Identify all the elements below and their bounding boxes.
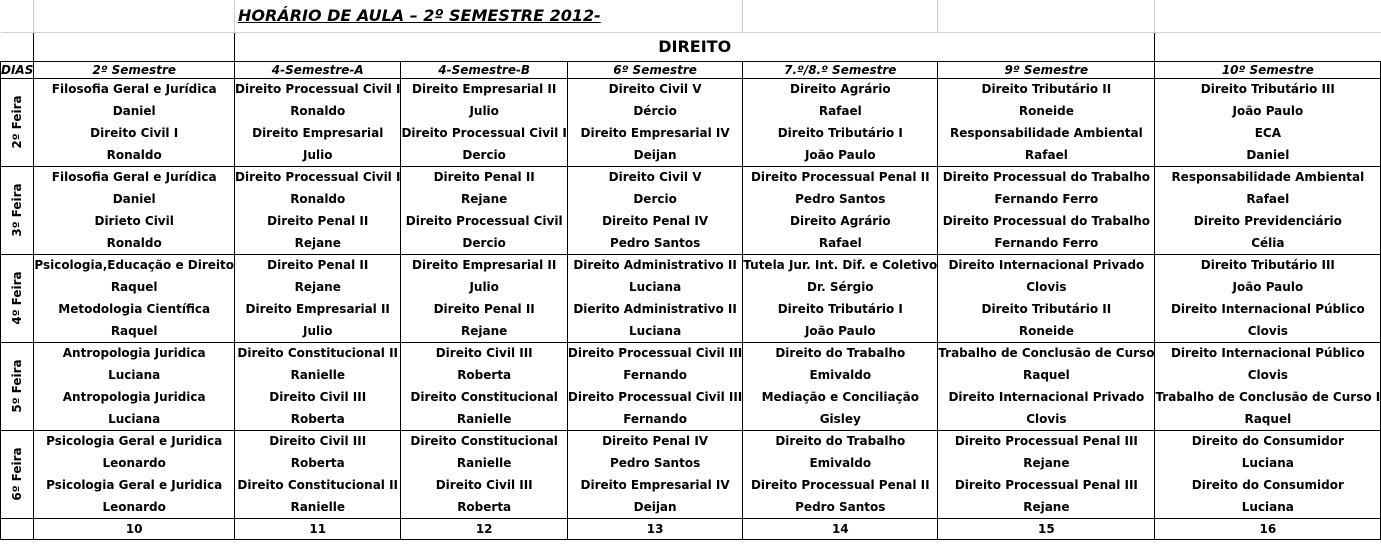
teacher-cell: Dr. Sérgio bbox=[743, 276, 938, 298]
subject-cell: Dierito Administrativo II bbox=[567, 298, 742, 320]
subject-cell: Direito Internacional Privado bbox=[938, 386, 1155, 408]
subject-cell: Direito Agrário bbox=[743, 210, 938, 232]
subject-cell: Direito Administrativo II bbox=[567, 254, 742, 276]
teacher-cell: Rafael bbox=[1155, 188, 1381, 210]
teacher-cell: Rejane bbox=[401, 320, 567, 342]
teacher-cell: Roberta bbox=[235, 452, 401, 474]
teacher-cell: Rejane bbox=[401, 188, 567, 210]
subject-cell: Direito Empresarial IV bbox=[567, 122, 742, 144]
subject-cell: Direito Civil III bbox=[235, 386, 401, 408]
subject-cell: Direito Processual do Trabalho bbox=[938, 210, 1155, 232]
subject-cell: Direito Tributário II bbox=[938, 78, 1155, 100]
schedule-row bbox=[1, 386, 1381, 408]
teacher-cell: Julio bbox=[401, 100, 567, 122]
schedule-row bbox=[1, 78, 1381, 100]
teacher-cell: Luciana bbox=[1155, 452, 1381, 474]
subject-cell: Trabalho de Conclusão de Curso bbox=[938, 342, 1155, 364]
column-number: 14 bbox=[743, 518, 938, 539]
subject-cell: Direito Internacional Público bbox=[1155, 298, 1381, 320]
subject-cell: Direito Empresarial II bbox=[401, 78, 567, 100]
subject-cell: Direito Tributário III bbox=[1155, 78, 1381, 100]
subject-cell: Direito Constitucional bbox=[401, 386, 567, 408]
subject-cell: Direito Penal II bbox=[401, 298, 567, 320]
teacher-cell: Roberta bbox=[401, 496, 567, 518]
schedule-row bbox=[1, 452, 1381, 474]
teacher-cell: Roberta bbox=[235, 408, 401, 430]
column-header: 2º Semestre bbox=[34, 61, 235, 78]
schedule-row bbox=[1, 232, 1381, 254]
schedule-row bbox=[1, 496, 1381, 518]
subject-cell: Direito Processual do Trabalho bbox=[938, 166, 1155, 188]
teacher-cell: Emivaldo bbox=[743, 364, 938, 386]
teacher-cell: Célia bbox=[1155, 232, 1381, 254]
teacher-cell: Julio bbox=[235, 320, 401, 342]
subject-cell: Antropologia Juridica bbox=[34, 342, 235, 364]
teacher-cell: Daniel bbox=[34, 188, 235, 210]
column-header: 9º Semestre bbox=[938, 61, 1155, 78]
teacher-cell: João Paulo bbox=[1155, 100, 1381, 122]
subject-cell: Direito Empresarial II bbox=[235, 298, 401, 320]
teacher-cell: Ranielle bbox=[401, 408, 567, 430]
subject-cell: Direito Civil III bbox=[235, 430, 401, 452]
schedule-row bbox=[1, 298, 1381, 320]
column-number: 12 bbox=[401, 518, 567, 539]
teacher-cell: Daniel bbox=[1155, 144, 1381, 166]
teacher-cell: Pedro Santos bbox=[567, 232, 742, 254]
subject-cell: Responsabilidade Ambiental bbox=[938, 122, 1155, 144]
subject-cell: Tutela Jur. Int. Dif. e Coletivo bbox=[743, 254, 938, 276]
day-label bbox=[1, 78, 34, 166]
teacher-cell: Luciana bbox=[567, 276, 742, 298]
subject-cell: Direito Processual Civil I bbox=[235, 78, 401, 100]
teacher-cell: Deijan bbox=[567, 496, 742, 518]
teacher-cell: Julio bbox=[235, 144, 401, 166]
day-label-text: 6º Feira bbox=[10, 447, 25, 501]
subject-cell: Direito Penal IV bbox=[567, 210, 742, 232]
day-label bbox=[1, 430, 34, 518]
subject-cell: Direito Processual Civil III bbox=[567, 342, 742, 364]
subject-cell: Psicologia Geral e Juridica bbox=[34, 430, 235, 452]
teacher-cell: Rejane bbox=[235, 232, 401, 254]
teacher-cell: João Paulo bbox=[743, 320, 938, 342]
subject-cell: Direito Processual Civil I bbox=[401, 122, 567, 144]
subject-cell: Direito Processual Civil bbox=[401, 210, 567, 232]
subject-cell: Direito Constitucional bbox=[401, 430, 567, 452]
subject-cell: Direito Empresarial II bbox=[401, 254, 567, 276]
subject-cell: Direito Processual Civil I bbox=[235, 166, 401, 188]
teacher-cell: Fernando Ferro bbox=[938, 188, 1155, 210]
subject-cell: ECA bbox=[1155, 122, 1381, 144]
subject-cell: Direito Tributário I bbox=[743, 298, 938, 320]
teacher-cell: Ronaldo bbox=[34, 232, 235, 254]
schedule-row bbox=[1, 320, 1381, 342]
teacher-cell: Raquel bbox=[1155, 408, 1381, 430]
teacher-cell: Emivaldo bbox=[743, 452, 938, 474]
teacher-cell: Ranielle bbox=[235, 496, 401, 518]
teacher-cell: Leonardo bbox=[34, 496, 235, 518]
teacher-cell: Pedro Santos bbox=[743, 188, 938, 210]
teacher-cell: Fernando Ferro bbox=[938, 232, 1155, 254]
schedule-row bbox=[1, 210, 1381, 232]
schedule-row bbox=[1, 364, 1381, 386]
subject-cell: Direito Processual Penal III bbox=[938, 474, 1155, 496]
subject-cell: Direito Constitucional II bbox=[235, 342, 401, 364]
teacher-cell: Luciana bbox=[1155, 496, 1381, 518]
teacher-cell: Clovis bbox=[1155, 320, 1381, 342]
column-header: 10º Semestre bbox=[1155, 61, 1381, 78]
subject-cell: Antropologia Juridica bbox=[34, 386, 235, 408]
teacher-cell: Dercio bbox=[401, 144, 567, 166]
subject-cell: Direito Processual Penal II bbox=[743, 166, 938, 188]
column-header: 7.º/8.º Semestre bbox=[743, 61, 938, 78]
schedule-row bbox=[1, 188, 1381, 210]
teacher-cell: Fernando bbox=[567, 364, 742, 386]
subject-cell: Direito Penal II bbox=[235, 210, 401, 232]
teacher-cell: Rejane bbox=[938, 452, 1155, 474]
teacher-cell: Roneide bbox=[938, 320, 1155, 342]
teacher-cell: Rafael bbox=[938, 144, 1155, 166]
teacher-cell: Clovis bbox=[938, 408, 1155, 430]
teacher-cell: João Paulo bbox=[743, 144, 938, 166]
subject-cell: Direito Processual Penal III bbox=[938, 430, 1155, 452]
subject-cell: Dirieto Civil bbox=[34, 210, 235, 232]
teacher-cell: Ranielle bbox=[235, 364, 401, 386]
subject-cell: Direito do Trabalho bbox=[743, 342, 938, 364]
subject-cell: Metodologia Científica bbox=[34, 298, 235, 320]
teacher-cell: Dércio bbox=[567, 100, 742, 122]
day-label-text: 2º Feira bbox=[10, 95, 25, 149]
subject-cell: Filosofia Geral e Jurídica bbox=[34, 166, 235, 188]
subject-cell: Direito do Consumidor bbox=[1155, 474, 1381, 496]
subject-cell: Direito Civil V bbox=[567, 78, 742, 100]
schedule-row bbox=[1, 122, 1381, 144]
teacher-cell: Ronaldo bbox=[34, 144, 235, 166]
totals-row bbox=[1, 518, 1381, 539]
column-header-row bbox=[1, 61, 1381, 78]
day-label-text: 5º Feira bbox=[10, 359, 25, 413]
subject-cell: Psicologia,Educação e Direito bbox=[34, 254, 235, 276]
column-number: 15 bbox=[938, 518, 1155, 539]
teacher-cell: Luciana bbox=[34, 408, 235, 430]
schedule-row bbox=[1, 408, 1381, 430]
schedule-row bbox=[1, 100, 1381, 122]
teacher-cell: Raquel bbox=[938, 364, 1155, 386]
column-number: 10 bbox=[34, 518, 235, 539]
subject-cell: Direito Civil III bbox=[401, 474, 567, 496]
teacher-cell: Daniel bbox=[34, 100, 235, 122]
day-label bbox=[1, 254, 34, 342]
teacher-cell: Raquel bbox=[34, 320, 235, 342]
teacher-cell: Luciana bbox=[567, 320, 742, 342]
teacher-cell: Rafael bbox=[743, 100, 938, 122]
subject-cell: Direito Internacional Público bbox=[1155, 342, 1381, 364]
column-number: 13 bbox=[567, 518, 742, 539]
teacher-cell: Dercio bbox=[401, 232, 567, 254]
teacher-cell: Clovis bbox=[1155, 364, 1381, 386]
subject-cell: Direito Tributário III bbox=[1155, 254, 1381, 276]
subject-cell: Direito Penal IV bbox=[567, 430, 742, 452]
schedule-row bbox=[1, 254, 1381, 276]
column-number: 11 bbox=[235, 518, 401, 539]
subject-cell: Responsabilidade Ambiental bbox=[1155, 166, 1381, 188]
teacher-cell: Roneide bbox=[938, 100, 1155, 122]
column-header: 4-Semestre-A bbox=[235, 61, 401, 78]
day-label-text: 3º Feira bbox=[10, 183, 25, 237]
subject-cell: Direito Empresarial bbox=[235, 122, 401, 144]
subject-cell: Direito Civil I bbox=[34, 122, 235, 144]
subject-cell: Direito Processual Penal II bbox=[743, 474, 938, 496]
subject-cell: Mediação e Conciliação bbox=[743, 386, 938, 408]
schedule-row bbox=[1, 342, 1381, 364]
schedule-row bbox=[1, 430, 1381, 452]
subject-cell: Filosofia Geral e Jurídica bbox=[34, 78, 235, 100]
teacher-cell: Raquel bbox=[34, 276, 235, 298]
day-label-text: 4º Feira bbox=[10, 271, 25, 325]
day-label bbox=[1, 166, 34, 254]
teacher-cell: Pedro Santos bbox=[567, 452, 742, 474]
teacher-cell: Roberta bbox=[401, 364, 567, 386]
subject-cell: Direito Tributário I bbox=[743, 122, 938, 144]
subject-cell: Psicologia Geral e Juridica bbox=[34, 474, 235, 496]
day-label bbox=[1, 342, 34, 430]
schedule-row bbox=[1, 474, 1381, 496]
teacher-cell: Rafael bbox=[743, 232, 938, 254]
teacher-cell: Leonardo bbox=[34, 452, 235, 474]
teacher-cell: Ranielle bbox=[401, 452, 567, 474]
subject-cell: Direito Empresarial IV bbox=[567, 474, 742, 496]
teacher-cell: Gisley bbox=[743, 408, 938, 430]
column-header: 4-Semestre-B bbox=[401, 61, 567, 78]
page-title: HORÁRIO DE AULA – 2º SEMESTRE 2012- bbox=[238, 5, 601, 25]
schedule-row bbox=[1, 166, 1381, 188]
teacher-cell: Deijan bbox=[567, 144, 742, 166]
subject-cell: Direito Penal II bbox=[235, 254, 401, 276]
column-header: 6º Semestre bbox=[567, 61, 742, 78]
subject-cell: Direito Previdenciário bbox=[1155, 210, 1381, 232]
subject-cell: Direito Internacional Privado bbox=[938, 254, 1155, 276]
subject-cell: Direito Civil III bbox=[401, 342, 567, 364]
subject-cell: Direito do Trabalho bbox=[743, 430, 938, 452]
subject-cell: Direito Agrário bbox=[743, 78, 938, 100]
teacher-cell: Dercio bbox=[567, 188, 742, 210]
subject-cell: Direito Penal II bbox=[401, 166, 567, 188]
teacher-cell: Fernando bbox=[567, 408, 742, 430]
teacher-cell: Clovis bbox=[938, 276, 1155, 298]
teacher-cell: Ronaldo bbox=[235, 100, 401, 122]
teacher-cell: Rejane bbox=[235, 276, 401, 298]
teacher-cell: João Paulo bbox=[1155, 276, 1381, 298]
subject-cell: Trabalho de Conclusão de Curso I bbox=[1155, 386, 1381, 408]
teacher-cell: Julio bbox=[401, 276, 567, 298]
subject-cell: Direito do Consumidor bbox=[1155, 430, 1381, 452]
teacher-cell: Luciana bbox=[34, 364, 235, 386]
schedule-row bbox=[1, 144, 1381, 166]
schedule-row bbox=[1, 276, 1381, 298]
teacher-cell: Rejane bbox=[938, 496, 1155, 518]
subject-cell: Direito Tributário II bbox=[938, 298, 1155, 320]
teacher-cell: Pedro Santos bbox=[743, 496, 938, 518]
column-number: 16 bbox=[1155, 518, 1381, 539]
subject-cell: Direito Processual Civil III bbox=[567, 386, 742, 408]
subject-cell: Direito Constitucional II bbox=[235, 474, 401, 496]
course-title: DIREITO bbox=[235, 32, 1155, 61]
teacher-cell: Ronaldo bbox=[235, 188, 401, 210]
subject-cell: Direito Civil V bbox=[567, 166, 742, 188]
days-header: DIAS bbox=[1, 62, 34, 77]
